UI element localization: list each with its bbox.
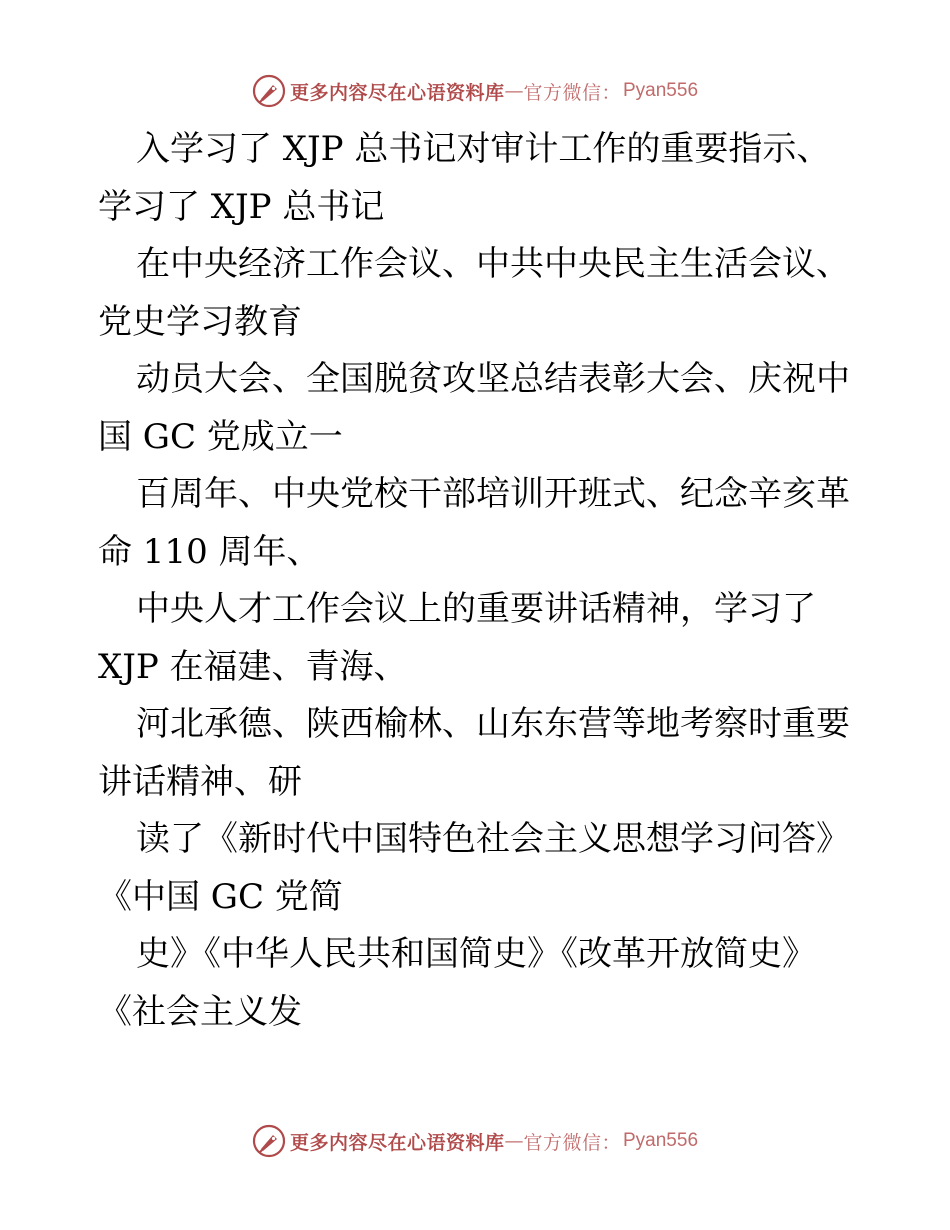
header-watermark: [0, 71, 950, 111]
watermark-separator: —: [504, 80, 524, 102]
paragraph-first-line: 在中央经济工作会议、中共中央民主生活会议、: [136, 244, 850, 284]
paragraph-first-line: 读了《新时代中国特色社会主义思想学习问答》: [136, 819, 850, 859]
paragraph-first-line: 入学习了 XJP 总书记对审计工作的重要指示、: [136, 129, 831, 169]
paragraph: [98, 811, 858, 926]
watermark-main-text: 更多内容尽在心语资料库: [289, 81, 505, 104]
paragraph-second-line: 《社会主义发: [98, 991, 302, 1032]
paragraph-first-line: 河北承德、陕西榆林、山东东营等地考察时重要: [136, 704, 850, 744]
paragraph: [98, 351, 858, 466]
paragraph: [98, 236, 858, 351]
paragraph: [98, 926, 858, 1041]
watermark-sub-text: 官方微信：: [523, 1131, 621, 1154]
document-body: [98, 121, 858, 1041]
paragraph-first-line: 百周年、中央党校干部培训开班式、纪念辛亥革: [136, 474, 850, 514]
paragraph-second-line: 学习了 XJP 总书记: [98, 186, 385, 227]
watermark-wechat-id: Pyan556: [623, 80, 699, 101]
paragraph-second-line: 讲话精神、研: [98, 761, 302, 802]
paragraph-first-line: 史》《中华人民共和国简史》《改革开放简史》: [136, 934, 816, 974]
paragraph: [98, 696, 858, 811]
watermark-separator: —: [504, 1130, 524, 1152]
paragraph-second-line: 《中国 GC 党简: [98, 876, 343, 917]
paragraph: [98, 466, 858, 581]
paragraph-second-line: 命 110 周年、: [98, 531, 321, 572]
paragraph-second-line: 国 GC 党成立一: [98, 416, 343, 457]
pen-nib-logo-icon: [252, 1124, 286, 1158]
paragraph-first-line: 中央人才工作会议上的重要讲话精神，学习了: [136, 589, 816, 629]
footer-watermark: [0, 1121, 950, 1161]
paragraph-second-line: XJP 在福建、青海、: [98, 646, 408, 687]
paragraph: [98, 581, 858, 696]
watermark-main-text: 更多内容尽在心语资料库: [289, 1131, 505, 1154]
paragraph-first-line: 动员大会、全国脱贫攻坚总结表彰大会、庆祝中: [136, 359, 850, 399]
pen-nib-logo-icon: [252, 74, 286, 108]
watermark-sub-text: 官方微信：: [523, 81, 621, 104]
paragraph-second-line: 党史学习教育: [98, 301, 302, 342]
paragraph: [98, 121, 858, 236]
watermark-wechat-id: Pyan556: [623, 1130, 699, 1151]
